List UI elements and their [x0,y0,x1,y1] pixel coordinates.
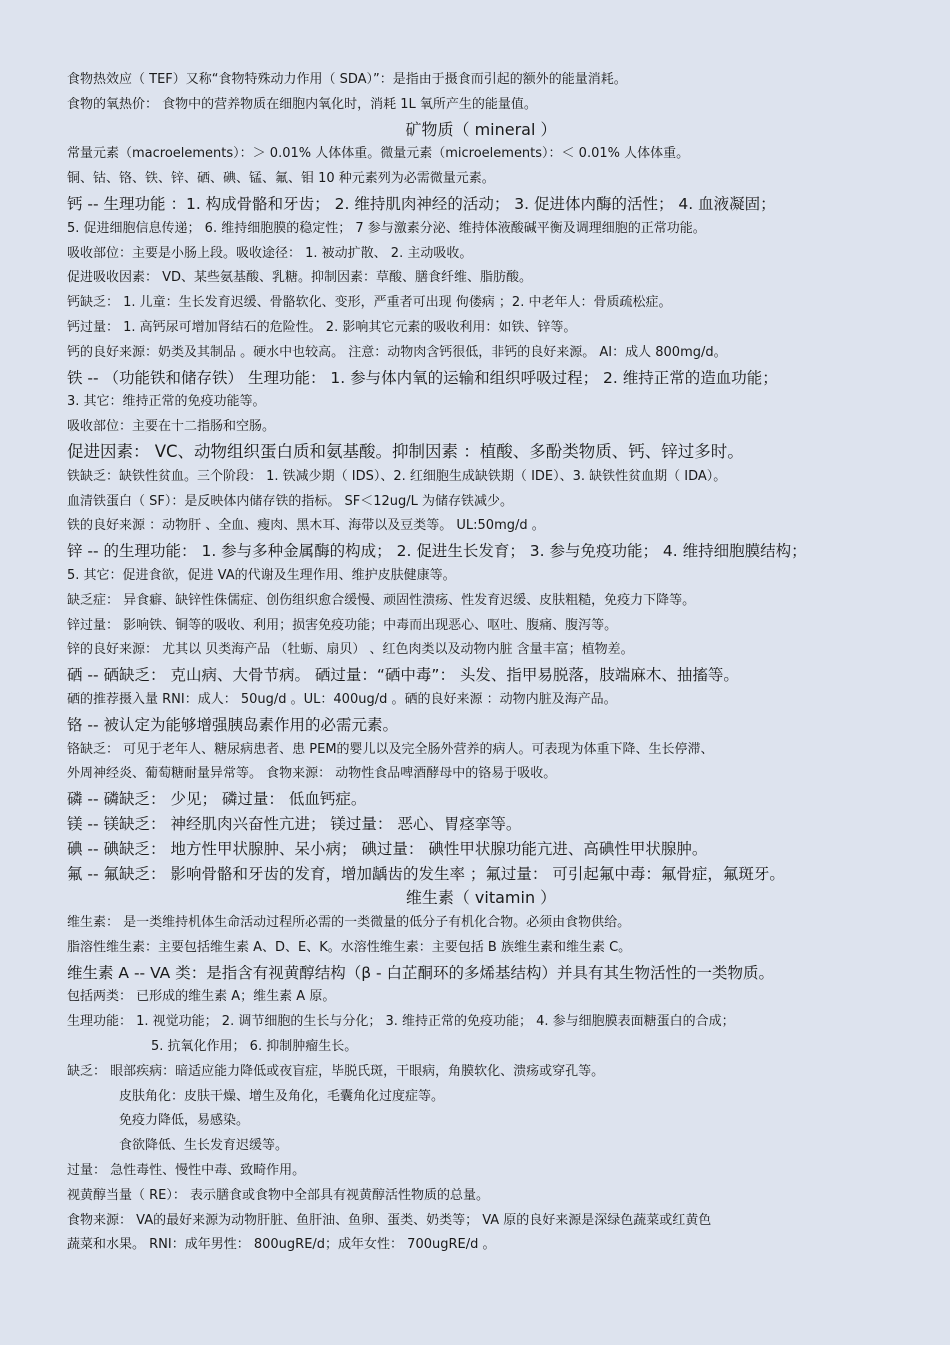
text-line: 镁 -- 镁缺乏： 神经肌肉兴奋性亢进； 镁过量： 恶心、胃痉挛等。 [67,814,522,833]
text-line: 维生素 A -- VA 类：是指含有视黄醇结构（β - 白芷酮环的多烯基结构）并具有其生物活性的一类物质。 [67,963,775,982]
text-line: 铁缺乏：缺铁性贫血。三个阶段： 1. 铁减少期（ IDS）、2. 红细胞生成缺铁期（ IDE）、3. 缺铁性贫血期（ IDA）。 [67,468,727,484]
text-line: 钙 -- 生理功能 ：1. 构成骨骼和牙齿； 2. 维持肌肉神经的活动； 3. 促进体内酶的活性； 4. 血液凝固； [67,194,776,213]
text-line: 食物来源： VA的最好来源为动物肝脏、鱼肝油、鱼卵、蛋类、奶类等； VA 原的良好来源是深绿色蔬菜或红黄色 [67,1212,712,1228]
text-line: 缺乏： 眼部疾病：暗适应能力降低或夜盲症，毕脱氏斑，干眼病，角膜软化、溃疡或穿孔等。 [67,1063,605,1079]
text-line: 血清铁蛋白（ SF）：是反映体内储存铁的指标。 SF＜12ug/L 为储存铁减少。 [67,493,514,509]
text-line: 食物的氧热价： 食物中的营养物质在细胞内氧化时，消耗 1L 氧所产生的能量值。 [67,96,537,112]
text-line: 锌的良好来源： 尤其以 贝类海产品 （牡蛎、扇贝） 、红色肉类以及动物内脏 含量丰富；植物差。 [67,642,634,658]
text-line: 铁 -- （功能铁和储存铁） 生理功能： 1. 参与体内氧的运输和组织呼吸过程； 2. 维持正常的造血功能； [67,368,778,387]
text-line: 蔬菜和水果。 RNI：成年男性： 800ugRE/d；成年女性： 700ugRE/d 。 [67,1237,496,1253]
text-line: 5. 其它：促进食欲，促进 VA的代谢及生理作用、维护皮肤健康等。 [67,567,456,583]
text-line: 吸收部位：主要在十二指肠和空肠。 [67,419,276,435]
text-line: 缺乏症： 异食癖、缺锌性侏儒症、创伤组织愈合缓慢、顽固性溃疡、性发育迟缓、皮肤粗糙，免疫力下降等。 [67,592,696,608]
text-line: 促进吸收因素： VD、某些氨基酸、乳糖。抑制因素：草酸、膳食纤维、脂肪酸。 [67,270,533,286]
text-line: 铜、钴、铬、铁、锌、硒、碘、锰、氟、钼 10 种元素列为必需微量元素。 [67,171,495,187]
text-line: 氟 -- 氟缺乏： 影响骨骼和牙齿的发育，增加龋齿的发生率 ；氟过量： 可引起氟中毒：氟骨症，氟斑牙。 [67,864,785,883]
text-line: 常量元素（macroelements）：＞ 0.01% 人体体重。微量元素（microelements）：＜ 0.01% 人体体重。 [67,146,690,162]
text-line: 磷 -- 磷缺乏： 少见； 磷过量： 低血钙症。 [67,790,367,809]
text-line: 硒 -- 硒缺乏： 克山病、大骨节病。 硒过量：“硒中毒”： 头发、指甲易脱落，肢端麻木、抽搐等。 [67,666,739,685]
text-line: 锌过量： 影响铁、铜等的吸收、利用；损害免疫功能；中毒而出现恶心、呕吐、腹痛、腹泻等。 [67,617,618,633]
section-heading: 维生素（ vitamin ） [405,888,557,908]
text-line: 铬缺乏： 可见于老年人、糖尿病患者、患 PEM的婴儿以及完全肠外营养的病人。可表现为体重下降、生长停滞、 [67,741,714,757]
text-line: 碘 -- 碘缺乏： 地方性甲状腺肿、呆小病； 碘过量： 碘性甲状腺功能亢进、高碘性甲状腺肿。 [67,839,708,858]
text-line: 食欲降低、生长发育迟缓等。 [119,1138,289,1154]
text-line: 5. 促进细胞信息传递； 6. 维持细胞膜的稳定性； 7 参与激素分泌、维持体液酸碱平衡及调理细胞的正常功能。 [67,220,706,236]
text-line: 视黄醇当量（ RE）： 表示膳食或食物中全部具有视黄醇活性物质的总量。 [67,1187,490,1203]
text-line: 3. 其它：维持正常的免疫功能等。 [67,394,266,410]
text-line: 食物热效应（ TEF）又称“食物特殊动力作用（ SDA）”：是指由于摄食而引起的额外的能量消耗。 [67,72,627,87]
text-line: 钙过量： 1. 高钙尿可增加肾结石的危险性。 2. 影响其它元素的吸收利用：如铁、锌等。 [67,319,577,335]
text-line: 锌 -- 的生理功能： 1. 参与多种金属酶的构成； 2. 促进生长发育； 3. 参与免疫功能； 4. 维持细胞膜结构； [67,542,807,561]
text-line: 钙缺乏： 1. 儿童：生长发育迟缓、骨骼软化、变形，严重者可出现 佝偻病 ；2. 中老年人：骨质疏松症。 [67,295,672,311]
text-line: 铬 -- 被认定为能够增强胰岛素作用的必需元素。 [67,715,399,734]
text-line: 外周神经炎、葡萄糖耐量异常等。 食物来源： 动物性食品啤酒酵母中的铬易于吸收。 [67,766,557,782]
section-heading: 矿物质（ mineral ） [405,119,557,139]
text-line: 脂溶性维生素：主要包括维生素 A、D、E、K。水溶性维生素：主要包括 B 族维生素和维生素 C。 [67,939,632,955]
text-line: 吸收部位：主要是小肠上段。吸收途径： 1. 被动扩散、 2. 主动吸收。 [67,245,473,261]
text-line: 钙的良好来源：奶类及其制品 。硬水中也较高。 注意：动物肉含钙很低，非钙的良好来源。 AI：成人 800mg/d。 [67,344,727,360]
text-line: 维生素： 是一类维持机体生命活动过程所必需的一类微量的低分子有机化合物。必须由食物供给。 [67,915,631,931]
text-line: 硒的推荐摄入量 RNI：成人： 50ug/d 。UL：400ug/d 。硒的良好来源 ：动物内脏及海产品。 [67,691,617,707]
text-line: 免疫力降低，易感染。 [119,1113,250,1129]
text-line: 铁的良好来源 ：动物肝 、全血、瘦肉、黑木耳、海带以及豆类等。 UL:50mg/d 。 [67,518,545,534]
text-line: 促进因素： VC、动物组织蛋白质和氨基酸。抑制因素 ：植酸、多酚类物质、钙、锌过多时。 [67,441,744,461]
text-line: 皮肤角化：皮肤干燥、增生及角化，毛囊角化过度症等。 [119,1088,445,1104]
text-line: 包括两类： 已形成的维生素 A；维生素 A 原。 [67,989,336,1005]
text-line: 过量： 急性毒性、慢性中毒、致畸作用。 [67,1163,306,1179]
text-line: 5. 抗氧化作用； 6. 抑制肿瘤生长。 [151,1039,358,1055]
text-line: 生理功能： 1. 视觉功能； 2. 调节细胞的生长与分化； 3. 维持正常的免疫功能； 4. 参与细胞膜表面糖蛋白的合成； [67,1014,735,1030]
